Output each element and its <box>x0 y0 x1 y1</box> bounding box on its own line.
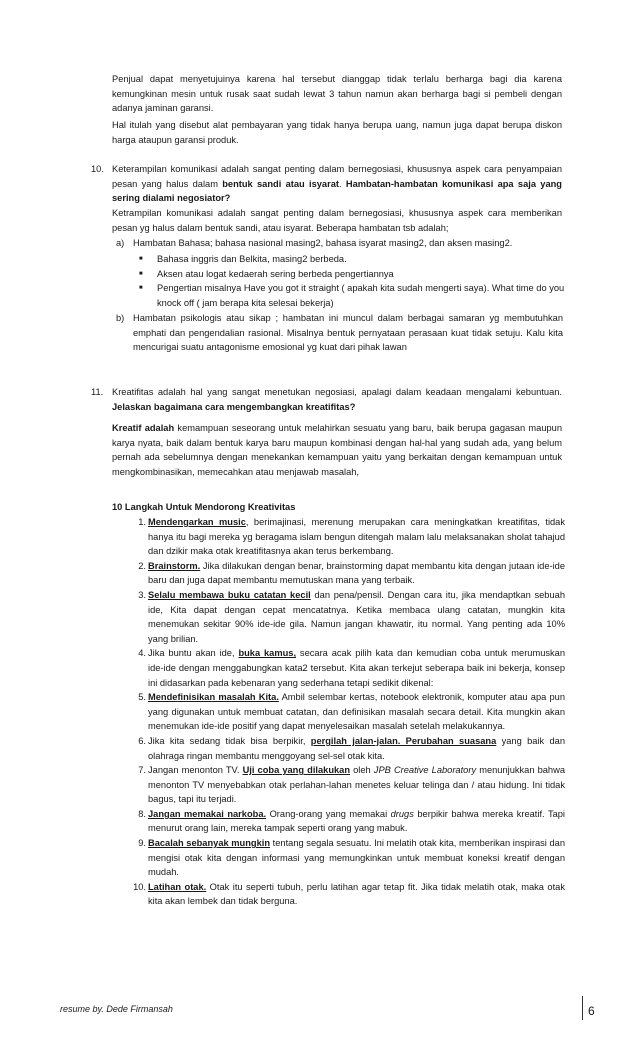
step-text: yang baik dan olahraga ringan membantu menggoyang sel-sel otak kita. <box>148 735 566 761</box>
item-10-bullet-list <box>133 252 573 310</box>
list-item <box>138 559 565 588</box>
item-10-a-text: Hambatan Bahasa; bahasa nasional masing2, bahasa isyarat masing2, dan aksen masing2. <box>133 238 513 248</box>
step-italic: JPB Creative Laboratory <box>373 765 477 776</box>
list-item <box>138 807 565 836</box>
intro-paragraph-1: Penjual dapat menyetujuinya karena hal tersebut dianggap tidak terlalu berharga bagi dia karena kemungkinan mesin untuk rusak saat sudah lewat 3 tahun namun akan berharga bagi si pembeli dengan adanya jaminan garansi. <box>112 74 562 114</box>
step-pre: Jika kita sedang tidak bisa berpikir, <box>148 735 311 746</box>
list-item: ■ Bahasa inggris dan Belkita, masing2 berbeda. <box>133 252 573 267</box>
list-item: ■ Aksen atau logat kedaerah sering berbeda pengertiannya <box>133 267 573 282</box>
step-number: 1. <box>138 517 146 527</box>
step-text: dan pena/pensil. Dengan cara itu, jika mendaptkan sebuah ide, Kita dapat dengan cepat mencatatnya. Ketika membaca ulang catatan, mungkin kita menemukan sekitar 90% ide-ide gila. Namun jangan khawatir, itu normal. Yang penting ada 10% yang brilian. <box>148 589 565 644</box>
step-mid: Orang-orang yang memakai <box>266 808 391 819</box>
step-text: berpikir bahwa mereka kreatif. Tapi menurut orang lain, mereka tampak seperti orang yang mabuk. <box>148 808 565 834</box>
intro-paragraph-2: Hal itulah yang disebut alat pembayaran yang tidak hanya berupa uang, namun juga dapat berupa diskon harga ataupun garansi produk. <box>112 120 562 145</box>
step-number: 5. <box>138 692 146 703</box>
step-key: Mendefinisikan masalah Kita. <box>148 692 279 703</box>
step-number: 4. <box>138 648 146 659</box>
item-10-question-text: Keterampilan komunikasi adalah sangat penting dalam bernegosiasi, khususnya aspek cara penyampaian pesan yang halus dalam <box>112 164 562 189</box>
list-item <box>138 515 565 559</box>
step-pre: Jangan menonton TV. <box>148 765 243 776</box>
item-10-question <box>112 162 562 206</box>
item-10-b-label: b) <box>116 313 125 323</box>
step-number: 3. <box>138 589 146 600</box>
creativity-definition <box>112 421 562 479</box>
item-10-answer: Ketrampilan komunikasi adalah sangat penting dalam bernegosiasi, khususnya aspek cara memberikan pesan yg halus dalam bentuk sandi, atau isyarat. Beberapa hambatan tsb adalah; <box>112 208 562 233</box>
item-10-b-text: Hambatan psikologis atau sikap ; hambatan ini muncul dalam berbagai samaran yg membutuhkan emphati dan pengendalian rasional. Misalnya bentuk pernyataan perasaan kuat tidak setuju. Kalu kita mencurigai suatu antagonisme emosional yg kuat dari pihak lawan <box>133 313 563 353</box>
item-11-question-ask: Jelaskan bagaimana cara mengembangkan kreatifitas? <box>112 401 356 412</box>
step-key: Bacalah sebanyak mungkin <box>148 838 271 849</box>
item-10-question-ask: Hambatan-hambatan komunikasi apa saja yang sering dialami negosiator? <box>112 178 562 204</box>
step-key: Jangan memakai narkoba. <box>148 808 267 819</box>
list-item: ■ Pengertian misalnya Have you got it straight ( apakah kita sudah mengerti saya). What time do you knock off ( jam berapa kita selesai bekerja) <box>133 281 573 310</box>
step-number: 8. <box>138 808 146 819</box>
list-item <box>138 763 565 807</box>
step-pre: Jika buntu akan ide, <box>148 648 239 659</box>
step-number: 10. <box>133 881 146 892</box>
item-10-a-label: a) <box>116 238 125 248</box>
step-number: 7. <box>138 765 146 776</box>
step-text: Jika dilakukan dengan benar, brainstorming dapat membantu kita dengan jutaan ide-ide baru dan juga dapat membantu memutuskan mana yang terbaik. <box>148 560 565 586</box>
definition-text: kemampuan seseorang untuk melahirkan sesuatu yang baru, baik berupa gagasan maupun karya nyata, baik dalam bentuk karya baru maupun kombinasi dengan hal-hal yang sudah ada, yang belum pernah ada sebelumnya dengan menekankan kemampuan yaitu yang berkaitan dengan kemampuan untuk mengkombinasikan, memecahkan atau menjawab masalah, <box>112 423 563 477</box>
item-10-question-bold: bentuk sandi atau isyarat <box>222 178 339 189</box>
step-number: 6. <box>138 735 146 746</box>
step-key: pergilah jalan-jalan. Perubahan suasana <box>310 735 497 746</box>
step-number: 2. <box>138 560 146 571</box>
step-text: tentang segala sesuatu. Ini melatih otak kita, memberikan inspirasi dan mengisi otak kita dengan informasi yang memungkinkan untuk membuat koneksi kreatif dengan mudah. <box>148 838 565 878</box>
definition-term: Kreatif adalah <box>112 423 175 433</box>
step-key: Latihan otak. <box>148 881 207 892</box>
step-number: 9. <box>138 838 146 849</box>
step-text: , berimajinasi, merenung merupakan cara meningkatkan kreatifitas, tidak hanya itu bagi mereka yg beragama islam bengun ditengah malam lalu melaksanakan sholat tahajud dan dzikir maka otak kreatifitasnya akan terus berkembang. <box>148 517 565 557</box>
list-item <box>138 690 565 734</box>
list-item <box>138 646 566 690</box>
step-text: Ambil selembar kertas, notebook elektronik, komputer atau apa pun yang digunakan untuk membuat catatan, dan definisikan masalah secara detail. Kita mungkin akan menemukan ide-ide positif yang dapat menyelesaikan masalah setelah melakukannya. <box>148 692 565 732</box>
step-text: menunjukkan bahwa menonton TV menyebabkan otak perlahan-lahan menetes keluar telinga dan / atau hidung. Ini tidak bagus, tapi itu terjadi. <box>148 765 565 805</box>
step-key: Brainstorm. <box>148 560 201 571</box>
step-text: secara acak pilih kata dan kemudian coba untuk merumuskan ide-ide dengan menggabungkan kata2 tersebut. Kita akan terkejut seberapa baik ini bekerja, konsep ini didasarkan pada kebenaran yang sederhana tetapi sedikit dikenal: <box>148 648 566 688</box>
creativity-steps-list <box>133 515 566 909</box>
footer-divider <box>582 996 583 1020</box>
item-11-number: 11. <box>91 387 104 397</box>
item-10-question-sep: . <box>338 178 346 189</box>
step-text: Otak itu seperti tubuh, perlu latihan agar tetap fit. Jika tidak melatih otak, maka otak kita akan lembek dan tidak berguna. <box>148 881 565 907</box>
list-item <box>138 588 565 646</box>
list-item <box>133 880 565 909</box>
step-key: Selalu membawa buku catatan kecil <box>148 589 311 600</box>
list-item <box>138 836 565 880</box>
item-10-number: 10. <box>91 164 104 174</box>
step-key: buka kamus, <box>238 648 297 659</box>
step-mid: oleh <box>350 765 374 776</box>
list-item <box>138 734 566 763</box>
steps-title: 10 Langkah Untuk Mendorong Kreativitas <box>112 502 296 512</box>
step-key: Uji coba yang dilakukan <box>242 765 351 776</box>
item-11-question <box>112 385 562 414</box>
step-key: Mendengarkan music <box>148 517 246 527</box>
page-number: 6 <box>588 1004 595 1018</box>
footer-credit: resume by. Dede Firmansah <box>60 1004 173 1014</box>
step-italic: drugs <box>390 808 414 819</box>
item-11-question-text: Kreatifitas adalah hal yang sangat menetukan negosiasi, apalagi dalam keadaan mengalami kebuntuan. <box>112 387 562 397</box>
